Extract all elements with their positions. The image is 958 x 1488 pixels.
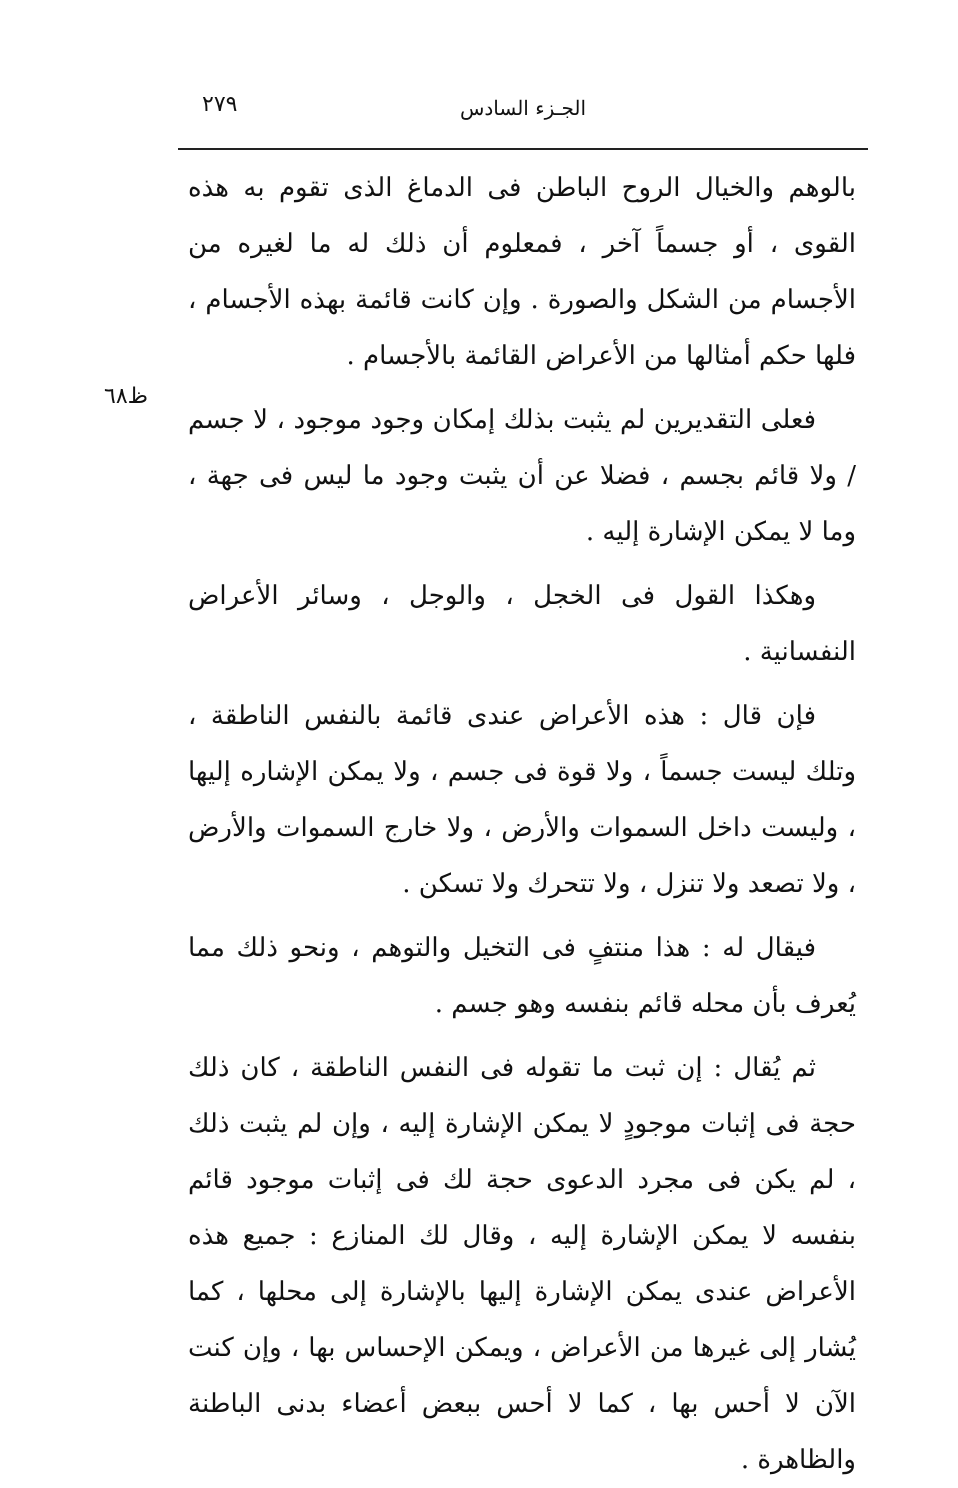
paragraph-5: فيقال له : هذا منتفٍ فى التخيل والتوهم ، ونحو ذلك مما يُعرف بأن محله قائم بنفسه وهو جسم .: [188, 933, 856, 1019]
body-text: [188, 160, 856, 1488]
paragraph-1: بالوهم والخيال الروح الباطن فى الدماغ الذى تقوم به هذه القوى ، أو جسماً آخر ، فمعلوم أن ذلك له ما لغيره من الأجسام من الشكل والصورة . وإن كانت قائمة بهذه الأجسام ، فلها حكم أمثالها من الأعراض القائمة بالأجسام .: [188, 173, 856, 371]
margin-note: ظ٦٨: [104, 384, 148, 409]
page-header: [178, 92, 868, 132]
paragraph-2: فعلى التقديرين لم يثبت بذلك إمكان وجود موجود ، لا جسم / ولا قائم بجسم ، فضلا عن أن يثبت وجود ما ليس فى جهة ، وما لا يمكن الإشارة إليه .: [188, 405, 856, 547]
paragraph-4: فإن قال : هذه الأعراض عندى قائمة بالنفس الناطقة ، وتلك ليست جسماً ، ولا قوة فى جسم ، ولا يمكن الإشاره إليها ، وليست داخل السموات والأرض ، ولا خارج السموات والأرض ، ولا تصعد ولا تنزل ، ولا تتحرك ولا تسكن .: [188, 701, 856, 899]
paragraph-6: ثم يُقال : إن ثبت ما تقوله فى النفس الناطقة ، كان ذلك حجة فى إثبات موجودٍ لا يمكن الإشارة إليه ، وإن لم يثبت ذلك ، لم يكن فى مجرد الدعوى حجة لك فى إثبات موجود قائم بنفسه لا يمكن الإشارة إليه ، وقال لك المنازع : جميع هذه الأعراض عندى يمكن الإشارة إليها بالإشارة إلى محلها ، كما يُشار إلى غيرها من الأعراض ، ويمكن الإحساس بها ، وإن كنت الآن لا أحس بها ، كما لا أحس ببعض أعضاء بدنى الباطنة والظاهرة .: [188, 1053, 856, 1475]
header-rule: [178, 148, 868, 150]
page-number: ٢٧٩: [202, 92, 238, 117]
paragraph-3: وهكذا القول فى الخجل ، والوجل ، وسائر الأعراض النفسانية .: [188, 581, 856, 667]
running-title: الجـزء السادس: [459, 96, 587, 120]
